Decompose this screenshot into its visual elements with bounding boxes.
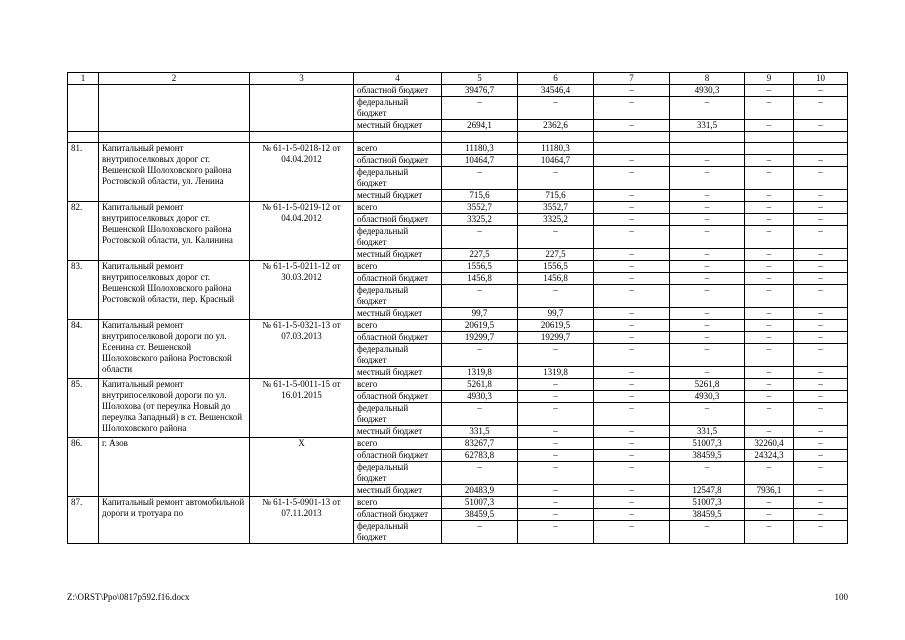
value-cell: – xyxy=(745,190,794,202)
document-cell: Х xyxy=(250,438,354,497)
value-cell: – xyxy=(594,403,670,426)
spacer-cell xyxy=(442,132,518,143)
value-cell: 715,6 xyxy=(442,190,518,202)
column-header: 3 xyxy=(250,73,354,85)
value-cell: 331,5 xyxy=(670,426,745,438)
column-header: 10 xyxy=(794,73,848,85)
value-cell: – xyxy=(794,97,848,120)
value-cell: – xyxy=(794,273,848,285)
column-header: 9 xyxy=(745,73,794,85)
value-cell: – xyxy=(594,261,670,273)
value-cell: – xyxy=(594,485,670,497)
value-cell: – xyxy=(794,261,848,273)
value-cell: – xyxy=(594,273,670,285)
budget-type-label: федеральный бюджет xyxy=(354,97,442,120)
table-row xyxy=(68,379,848,391)
value-cell: – xyxy=(670,462,745,485)
spacer-cell xyxy=(594,132,670,143)
value-cell: – xyxy=(745,367,794,379)
table-row xyxy=(68,497,848,509)
table-row xyxy=(68,320,848,332)
budget-type-label: областной бюджет xyxy=(354,450,442,462)
value-cell: – xyxy=(670,367,745,379)
value-cell: – xyxy=(670,226,745,249)
value-cell: 3325,2 xyxy=(518,214,594,226)
value-cell: – xyxy=(594,450,670,462)
table-row xyxy=(68,261,848,273)
value-cell: – xyxy=(670,344,745,367)
value-cell: 20619,5 xyxy=(442,320,518,332)
value-cell: – xyxy=(594,202,670,214)
value-cell: 1556,5 xyxy=(518,261,594,273)
value-cell: – xyxy=(794,509,848,521)
value-cell: – xyxy=(745,97,794,120)
value-cell: 5261,8 xyxy=(442,379,518,391)
value-cell: – xyxy=(745,273,794,285)
value-cell: 7936,1 xyxy=(745,485,794,497)
budget-type-label: местный бюджет xyxy=(354,485,442,497)
budget-type-label: всего xyxy=(354,497,442,509)
value-cell: – xyxy=(670,261,745,273)
value-cell: – xyxy=(594,509,670,521)
value-cell: – xyxy=(442,344,518,367)
object-name-cell: Капитальный ремонт внутрипоселковых дорог ст. Вешенской Шолоховского района Ростовской области, ул. Ленина xyxy=(99,143,250,202)
value-cell: – xyxy=(594,85,670,97)
column-header: 4 xyxy=(354,73,442,85)
object-name-cell xyxy=(99,85,250,132)
value-cell: – xyxy=(794,332,848,344)
value-cell: 715,6 xyxy=(518,190,594,202)
value-cell: – xyxy=(794,438,848,450)
budget-type-label: всего xyxy=(354,438,442,450)
value-cell: – xyxy=(745,391,794,403)
value-cell: 19299,7 xyxy=(518,332,594,344)
row-number-cell: 83. xyxy=(68,261,99,320)
budget-type-label: областной бюджет xyxy=(354,509,442,521)
value-cell: – xyxy=(442,97,518,120)
value-cell: – xyxy=(745,214,794,226)
value-cell xyxy=(745,143,794,155)
value-cell: – xyxy=(518,438,594,450)
value-cell: – xyxy=(594,462,670,485)
value-cell: 227,5 xyxy=(518,249,594,261)
value-cell: – xyxy=(794,320,848,332)
value-cell: – xyxy=(594,190,670,202)
value-cell: – xyxy=(518,509,594,521)
budget-type-label: местный бюджет xyxy=(354,426,442,438)
value-cell: 5261,8 xyxy=(670,379,745,391)
budget-type-label: федеральный бюджет xyxy=(354,521,442,544)
value-cell: – xyxy=(594,391,670,403)
value-cell: – xyxy=(794,155,848,167)
value-cell: 331,5 xyxy=(670,120,745,132)
object-name-cell: Капитальный ремонт внутрипоселковых дорог ст. Вешенской Шолоховского района Ростовской области, ул. Калинина xyxy=(99,202,250,261)
value-cell: – xyxy=(745,249,794,261)
column-header: 8 xyxy=(670,73,745,85)
value-cell: – xyxy=(745,308,794,320)
value-cell: 1456,8 xyxy=(518,273,594,285)
value-cell: – xyxy=(442,167,518,190)
document-cell: № 61-1-5-0011-15 от 16.01.2015 xyxy=(250,379,354,438)
budget-type-label: областной бюджет xyxy=(354,85,442,97)
table-row xyxy=(68,202,848,214)
spacer-cell xyxy=(745,132,794,143)
value-cell: 32260,4 xyxy=(745,438,794,450)
value-cell: – xyxy=(794,391,848,403)
column-header: 7 xyxy=(594,73,670,85)
value-cell: – xyxy=(745,167,794,190)
value-cell: 62783,8 xyxy=(442,450,518,462)
budget-type-label: всего xyxy=(354,320,442,332)
value-cell: 3552,7 xyxy=(442,202,518,214)
value-cell: – xyxy=(794,379,848,391)
value-cell: 11180,3 xyxy=(518,143,594,155)
value-cell: – xyxy=(745,521,794,544)
value-cell: 20483,9 xyxy=(442,485,518,497)
budget-type-label: областной бюджет xyxy=(354,273,442,285)
value-cell: – xyxy=(518,450,594,462)
value-cell: – xyxy=(745,379,794,391)
value-cell: 2694,1 xyxy=(442,120,518,132)
value-cell: – xyxy=(594,367,670,379)
budget-type-label: областной бюджет xyxy=(354,214,442,226)
value-cell: – xyxy=(745,344,794,367)
header-row xyxy=(68,73,848,85)
value-cell: – xyxy=(794,462,848,485)
value-cell xyxy=(670,143,745,155)
value-cell: 1319,8 xyxy=(442,367,518,379)
value-cell: 227,5 xyxy=(442,249,518,261)
row-number-cell: 85. xyxy=(68,379,99,438)
value-cell: 39476,7 xyxy=(442,85,518,97)
value-cell: – xyxy=(594,438,670,450)
value-cell: 34546,4 xyxy=(518,85,594,97)
column-header: 6 xyxy=(518,73,594,85)
value-cell: – xyxy=(670,273,745,285)
document-cell: № 61-1-5-0211-12 от 30.03.2012 xyxy=(250,261,354,320)
value-cell: – xyxy=(594,497,670,509)
value-cell: – xyxy=(442,285,518,308)
value-cell: – xyxy=(794,450,848,462)
budget-type-label: местный бюджет xyxy=(354,120,442,132)
budget-type-label: федеральный бюджет xyxy=(354,344,442,367)
value-cell: 24324,3 xyxy=(745,450,794,462)
budget-type-label: местный бюджет xyxy=(354,308,442,320)
row-number-cell xyxy=(68,85,99,132)
column-header: 1 xyxy=(68,73,99,85)
value-cell: 99,7 xyxy=(518,308,594,320)
value-cell: – xyxy=(745,403,794,426)
value-cell: – xyxy=(745,85,794,97)
spacer-cell xyxy=(670,132,745,143)
value-cell: – xyxy=(442,226,518,249)
value-cell: 331,5 xyxy=(442,426,518,438)
value-cell: 38459,5 xyxy=(670,509,745,521)
value-cell: – xyxy=(518,426,594,438)
value-cell: 83267,7 xyxy=(442,438,518,450)
table-row xyxy=(68,85,848,97)
value-cell: – xyxy=(442,403,518,426)
file-path-footer: Z:\ORST\Ppo\0817p592.f16.docx xyxy=(67,592,190,602)
row-number-cell: 84. xyxy=(68,320,99,379)
value-cell: – xyxy=(794,485,848,497)
value-cell: – xyxy=(670,521,745,544)
value-cell: 51007,3 xyxy=(670,497,745,509)
value-cell: – xyxy=(794,167,848,190)
value-cell: – xyxy=(794,226,848,249)
value-cell: – xyxy=(794,190,848,202)
budget-type-label: федеральный бюджет xyxy=(354,403,442,426)
value-cell: – xyxy=(594,155,670,167)
budget-type-label: местный бюджет xyxy=(354,190,442,202)
value-cell: 51007,3 xyxy=(442,497,518,509)
value-cell: – xyxy=(745,120,794,132)
value-cell: – xyxy=(518,379,594,391)
value-cell: 4930,3 xyxy=(670,391,745,403)
budget-type-label: областной бюджет xyxy=(354,391,442,403)
value-cell: – xyxy=(670,308,745,320)
value-cell: 20619,5 xyxy=(518,320,594,332)
value-cell: – xyxy=(670,214,745,226)
budget-table xyxy=(67,72,848,544)
spacer-cell xyxy=(354,132,442,143)
value-cell: – xyxy=(594,308,670,320)
value-cell: 1556,5 xyxy=(442,261,518,273)
value-cell: – xyxy=(518,403,594,426)
value-cell: – xyxy=(594,249,670,261)
value-cell: – xyxy=(518,97,594,120)
budget-type-label: областной бюджет xyxy=(354,155,442,167)
row-number-cell: 82. xyxy=(68,202,99,261)
value-cell: 4930,3 xyxy=(442,391,518,403)
value-cell: – xyxy=(594,214,670,226)
value-cell: 10464,7 xyxy=(518,155,594,167)
page-number: 100 xyxy=(834,592,848,602)
value-cell: – xyxy=(794,202,848,214)
value-cell: – xyxy=(594,320,670,332)
document-cell xyxy=(250,85,354,132)
value-cell: – xyxy=(594,97,670,120)
value-cell: – xyxy=(745,155,794,167)
value-cell: 1456,8 xyxy=(442,273,518,285)
value-cell: – xyxy=(794,521,848,544)
value-cell: 38459,5 xyxy=(442,509,518,521)
value-cell: – xyxy=(442,462,518,485)
value-cell: – xyxy=(518,285,594,308)
value-cell: 19299,7 xyxy=(442,332,518,344)
value-cell: 3325,2 xyxy=(442,214,518,226)
document-cell: № 61-1-5-0219-12 от 04.04.2012 xyxy=(250,202,354,261)
value-cell: 1319,8 xyxy=(518,367,594,379)
value-cell: – xyxy=(518,462,594,485)
value-cell: – xyxy=(594,379,670,391)
value-cell: – xyxy=(794,214,848,226)
row-number-cell: 87. xyxy=(68,497,99,544)
spacer-cell xyxy=(68,132,99,143)
value-cell: – xyxy=(518,521,594,544)
document-cell: № 61-1-5-0901-13 от 07.11.2013 xyxy=(250,497,354,544)
value-cell: – xyxy=(670,403,745,426)
value-cell xyxy=(594,143,670,155)
column-header: 2 xyxy=(99,73,250,85)
value-cell: 4930,3 xyxy=(670,85,745,97)
value-cell: 51007,3 xyxy=(670,438,745,450)
value-cell: – xyxy=(745,202,794,214)
value-cell: 38459,5 xyxy=(670,450,745,462)
value-cell: 11180,3 xyxy=(442,143,518,155)
value-cell: – xyxy=(794,426,848,438)
value-cell: – xyxy=(594,285,670,308)
spacer-row xyxy=(68,132,848,143)
value-cell: – xyxy=(594,226,670,249)
value-cell xyxy=(794,143,848,155)
value-cell: – xyxy=(794,249,848,261)
value-cell: – xyxy=(794,85,848,97)
value-cell: – xyxy=(670,190,745,202)
spacer-cell xyxy=(794,132,848,143)
value-cell: – xyxy=(745,497,794,509)
object-name-cell: Капитальный ремонт внутрипоселковой дороги по ул. Есенина ст. Вешенской Шолоховского района Ростовской области xyxy=(99,320,250,379)
budget-type-label: федеральный бюджет xyxy=(354,167,442,190)
budget-type-label: всего xyxy=(354,261,442,273)
value-cell: – xyxy=(670,320,745,332)
value-cell: – xyxy=(670,285,745,308)
budget-type-label: всего xyxy=(354,202,442,214)
value-cell: – xyxy=(745,462,794,485)
value-cell: – xyxy=(794,497,848,509)
value-cell: 3552,7 xyxy=(518,202,594,214)
value-cell: 10464,7 xyxy=(442,155,518,167)
object-name-cell: г. Азов xyxy=(99,438,250,497)
value-cell: – xyxy=(518,167,594,190)
value-cell: – xyxy=(745,320,794,332)
budget-type-label: местный бюджет xyxy=(354,367,442,379)
spacer-cell xyxy=(518,132,594,143)
value-cell: – xyxy=(794,403,848,426)
spacer-cell xyxy=(99,132,250,143)
value-cell: – xyxy=(794,367,848,379)
value-cell: – xyxy=(518,226,594,249)
value-cell: – xyxy=(745,226,794,249)
object-name-cell: Капитальный ремонт внутрипоселковых дорог ст. Вешенской Шолоховского района Ростовской области, пер. Красный xyxy=(99,261,250,320)
document-cell: № 61-1-5-0218-12 от 04.04.2012 xyxy=(250,143,354,202)
row-number-cell: 81. xyxy=(68,143,99,202)
value-cell: – xyxy=(745,261,794,273)
value-cell: – xyxy=(518,391,594,403)
spacer-cell xyxy=(250,132,354,143)
table-row xyxy=(68,143,848,155)
row-number-cell: 86. xyxy=(68,438,99,497)
value-cell: – xyxy=(745,332,794,344)
value-cell: – xyxy=(794,308,848,320)
value-cell: – xyxy=(794,285,848,308)
value-cell: – xyxy=(594,167,670,190)
value-cell: – xyxy=(594,332,670,344)
budget-type-label: федеральный бюджет xyxy=(354,285,442,308)
value-cell: – xyxy=(670,167,745,190)
value-cell: – xyxy=(745,426,794,438)
value-cell: – xyxy=(594,521,670,544)
value-cell: – xyxy=(670,332,745,344)
budget-type-label: федеральный бюджет xyxy=(354,462,442,485)
document-cell: № 61-1-5-0321-13 от 07.03.2013 xyxy=(250,320,354,379)
value-cell: – xyxy=(745,285,794,308)
value-cell: – xyxy=(745,509,794,521)
value-cell: – xyxy=(794,344,848,367)
value-cell: – xyxy=(518,344,594,367)
budget-type-label: областной бюджет xyxy=(354,332,442,344)
value-cell: 12547,8 xyxy=(670,485,745,497)
value-cell: – xyxy=(670,155,745,167)
value-cell: – xyxy=(670,249,745,261)
value-cell: – xyxy=(670,97,745,120)
object-name-cell: Капитальный ремонт внутрипоселковой дороги по ул. Шолохова (от переулка Новый до переулка Западный) в ст. Вешенской Шолоховского района xyxy=(99,379,250,438)
value-cell: – xyxy=(442,521,518,544)
budget-type-label: всего xyxy=(354,143,442,155)
budget-type-label: всего xyxy=(354,379,442,391)
value-cell: – xyxy=(518,485,594,497)
budget-type-label: местный бюджет xyxy=(354,249,442,261)
value-cell: – xyxy=(670,202,745,214)
column-header: 5 xyxy=(442,73,518,85)
value-cell: – xyxy=(794,120,848,132)
value-cell: 99,7 xyxy=(442,308,518,320)
budget-type-label: федеральный бюджет xyxy=(354,226,442,249)
value-cell: – xyxy=(518,497,594,509)
value-cell: 2362,6 xyxy=(518,120,594,132)
value-cell: – xyxy=(594,120,670,132)
value-cell: – xyxy=(594,344,670,367)
table-row xyxy=(68,438,848,450)
value-cell: – xyxy=(594,426,670,438)
object-name-cell: Капитальный ремонт автомобильной дороги и тротуара по xyxy=(99,497,250,544)
